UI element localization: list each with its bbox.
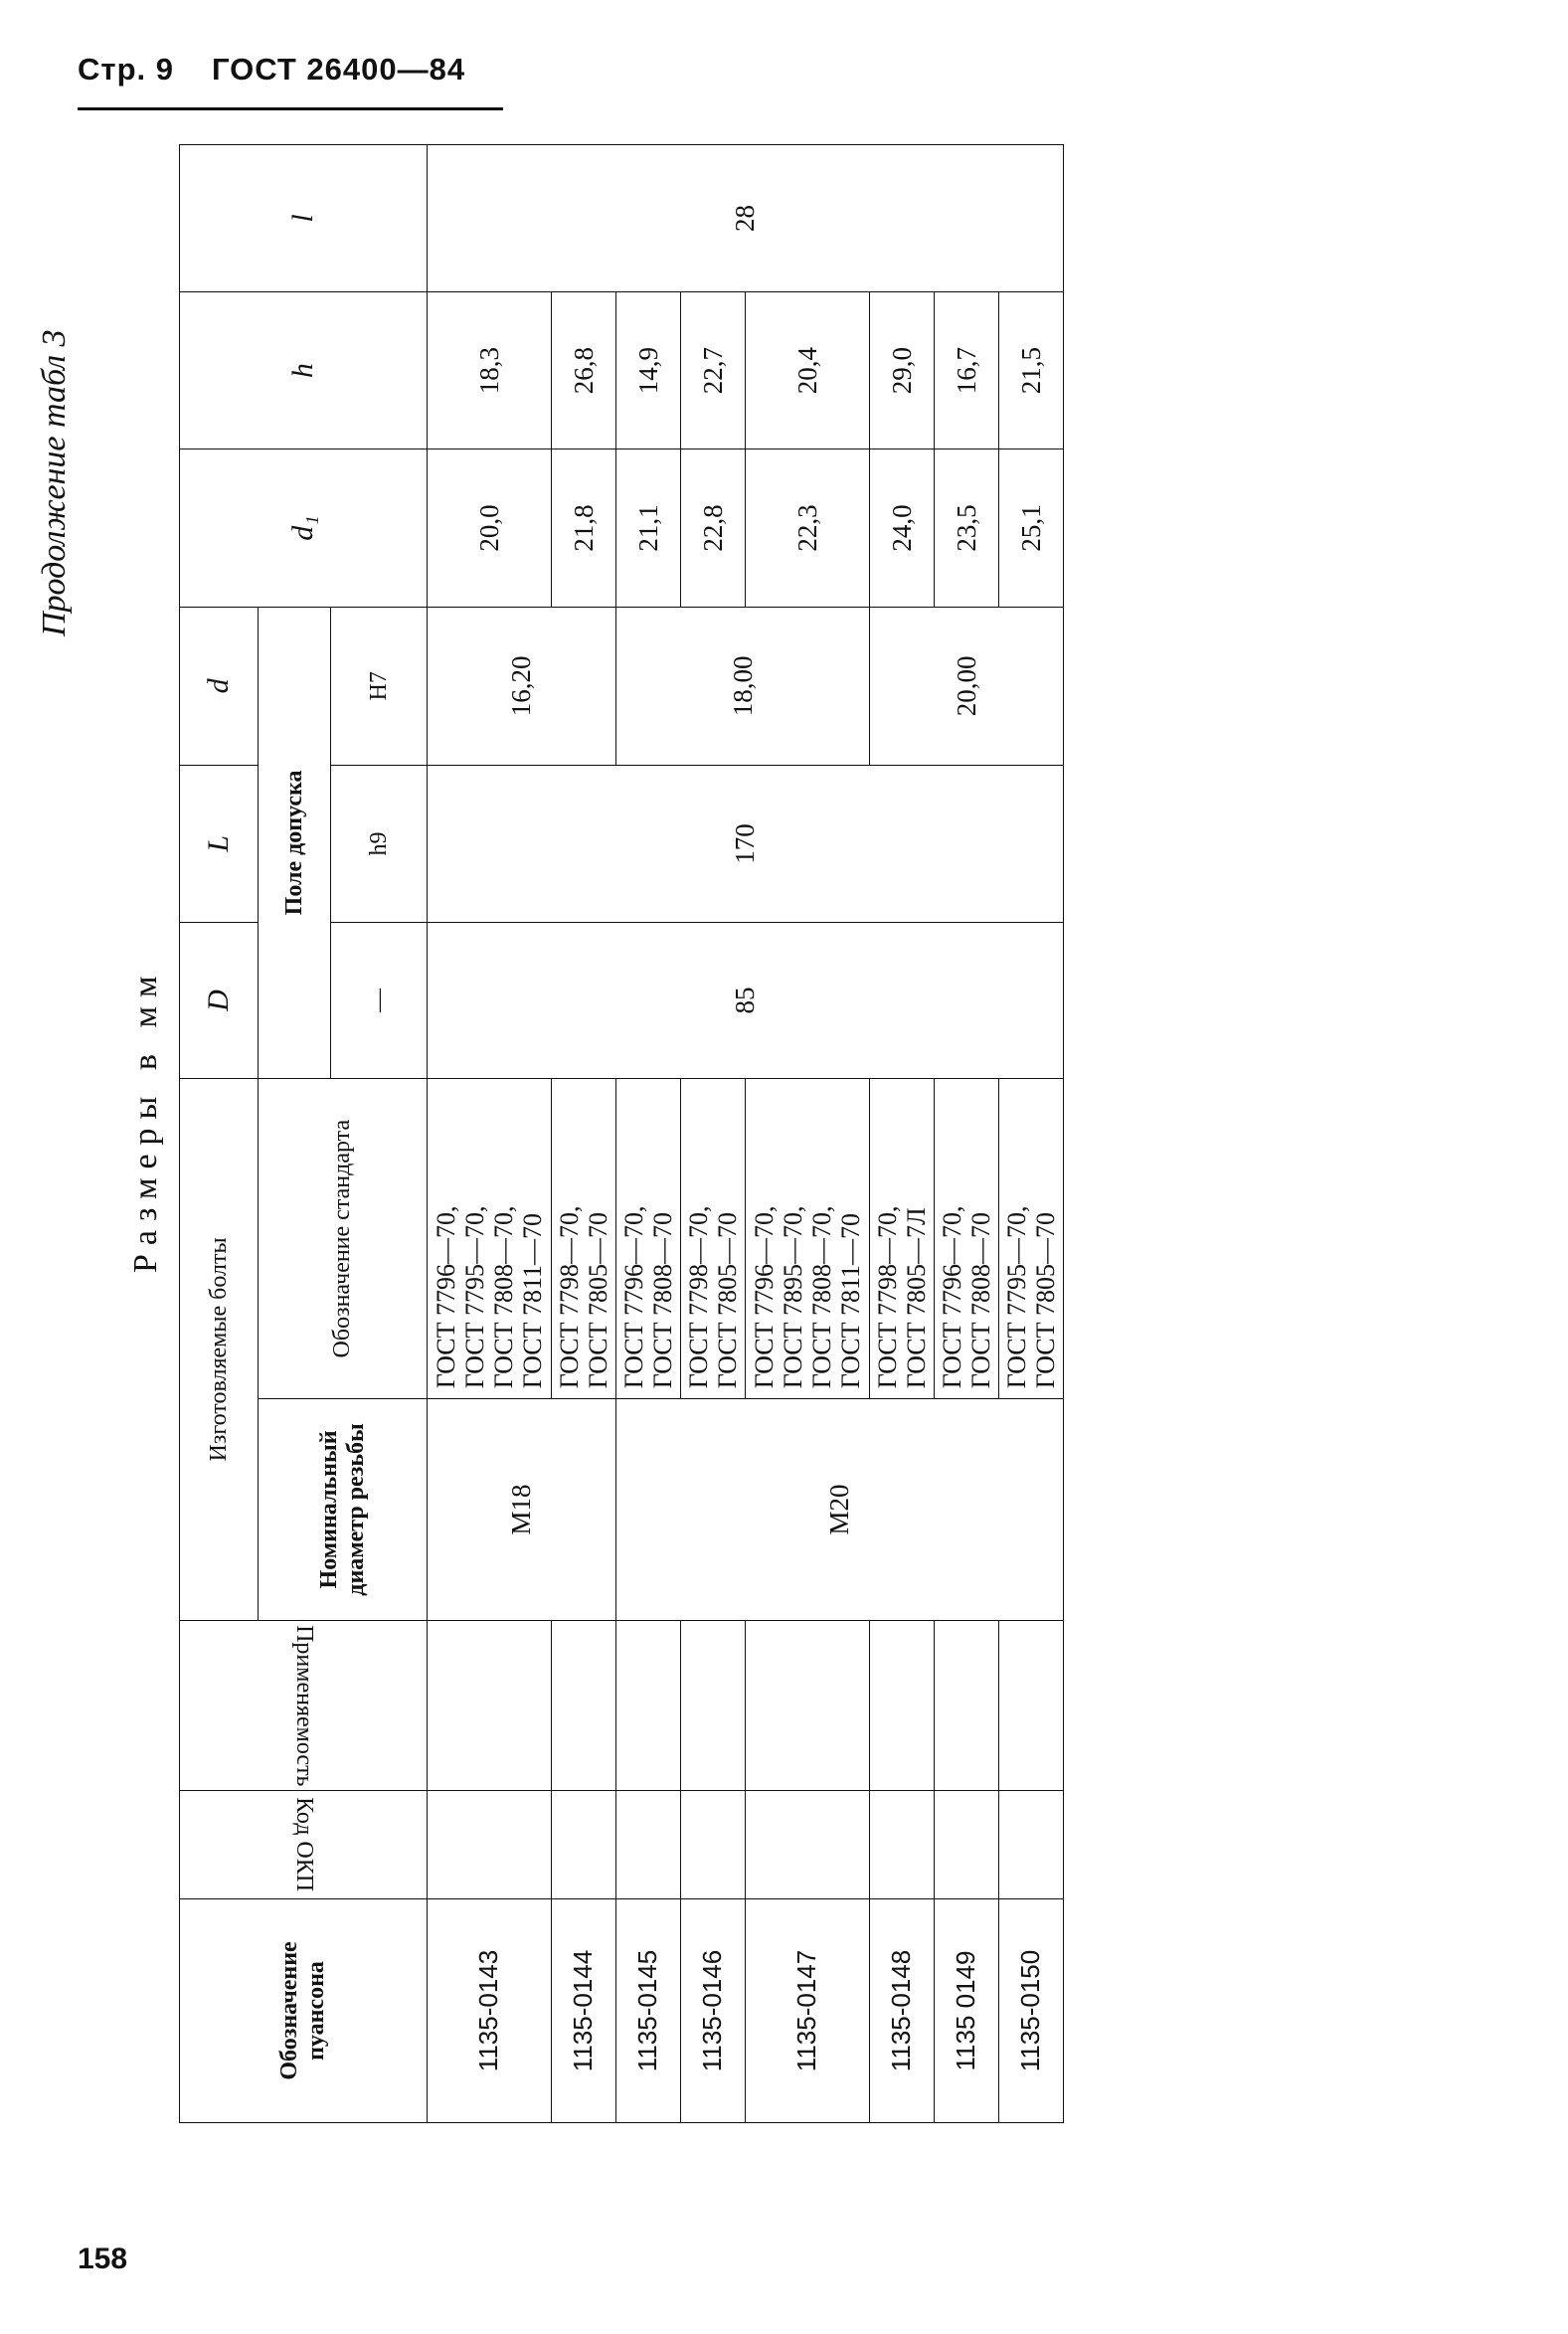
header-okp: Код ОКП bbox=[180, 1791, 428, 1899]
punch-code: 1135 0149 bbox=[935, 1898, 999, 2122]
header-h: h bbox=[180, 291, 428, 449]
standard-number: ГОСТ 26400—84 bbox=[211, 52, 466, 87]
dimensions-table bbox=[179, 144, 1064, 2123]
table-row bbox=[935, 145, 999, 2123]
header-standard: Обозначение стандарта bbox=[259, 1079, 428, 1399]
tolerance-L: h9 bbox=[331, 765, 428, 922]
standard-line: ГОСТ 7798—70, bbox=[872, 1205, 902, 1389]
h-value: 20,4 bbox=[746, 291, 870, 449]
applicability-cell bbox=[616, 1620, 681, 1790]
standard-cell bbox=[999, 1079, 1064, 1399]
h-value: 29,0 bbox=[870, 291, 935, 449]
page-label: Стр. 9 bbox=[78, 52, 174, 87]
d-value: 20,00 bbox=[870, 607, 1064, 765]
standard-cell bbox=[552, 1079, 616, 1399]
standard-line: ГОСТ 7798—70, bbox=[554, 1205, 584, 1389]
thread-cell: M20 bbox=[616, 1399, 1064, 1620]
header-d: d bbox=[180, 607, 259, 765]
okp-cell bbox=[746, 1791, 870, 1899]
L-value: 170 bbox=[428, 765, 1064, 922]
standard-line: ГОСТ 7808—70 bbox=[966, 1212, 995, 1389]
standard-cell bbox=[935, 1079, 999, 1399]
h-value: 22,7 bbox=[681, 291, 746, 449]
thread-cell: M18 bbox=[428, 1399, 616, 1620]
header-d1: d₁ bbox=[180, 449, 428, 607]
h-value: 26,8 bbox=[552, 291, 616, 449]
okp-cell bbox=[935, 1791, 999, 1899]
continuation-label: Продолжение табл 3 bbox=[36, 329, 73, 636]
page-header bbox=[78, 52, 465, 88]
d-value: 16,20 bbox=[428, 607, 616, 765]
standard-line: ГОСТ 7895—70, bbox=[778, 1205, 807, 1389]
standard-cell bbox=[746, 1079, 870, 1399]
standard-cell bbox=[681, 1079, 746, 1399]
header-tolerance: Поле допуска bbox=[259, 607, 331, 1078]
header-bolts-group: Изготовляемые болты bbox=[180, 1079, 259, 1621]
punch-code: 1135-0148 bbox=[870, 1898, 935, 2122]
standard-cell bbox=[428, 1079, 552, 1399]
punch-code: 1135-0144 bbox=[552, 1898, 616, 2122]
punch-code: 1135-0146 bbox=[681, 1898, 746, 2122]
standard-line: ГОСТ 7796—70, bbox=[618, 1205, 648, 1389]
header-punch: Обозначение пуансона bbox=[180, 1898, 428, 2122]
applicability-cell bbox=[935, 1620, 999, 1790]
header-L: L bbox=[180, 765, 259, 922]
punch-code: 1135-0145 bbox=[616, 1898, 681, 2122]
d1-value: 23,5 bbox=[935, 449, 999, 607]
okp-cell bbox=[552, 1791, 616, 1899]
units-label: Размеры в мм bbox=[127, 967, 164, 1273]
standard-line: ГОСТ 7811—70 bbox=[518, 1212, 548, 1389]
table-row bbox=[428, 145, 552, 2123]
header-l: l bbox=[180, 145, 428, 292]
punch-code: 1135-0147 bbox=[746, 1898, 870, 2122]
d-value: 18,00 bbox=[616, 607, 870, 765]
standard-line: ГОСТ 7808—70, bbox=[807, 1205, 836, 1389]
header-rule bbox=[78, 107, 503, 110]
okp-cell bbox=[616, 1791, 681, 1899]
rotated-table-area bbox=[30, 139, 1472, 2168]
standard-line: ГОСТ 7808—70 bbox=[648, 1212, 677, 1389]
d1-value: 25,1 bbox=[999, 449, 1064, 607]
punch-code: 1135-0143 bbox=[428, 1898, 552, 2122]
applicability-cell bbox=[999, 1620, 1064, 1790]
applicability-cell bbox=[870, 1620, 935, 1790]
header-thread: Номинальный диаметр резьбы bbox=[259, 1399, 428, 1620]
table-row bbox=[616, 145, 681, 2123]
tolerance-d: H7 bbox=[331, 607, 428, 765]
applicability-cell bbox=[428, 1620, 552, 1790]
table-row bbox=[681, 145, 746, 2123]
d1-value: 24,0 bbox=[870, 449, 935, 607]
standard-line: ГОСТ 7805—70 bbox=[1031, 1212, 1060, 1389]
standard-cell bbox=[870, 1079, 935, 1399]
standard-cell bbox=[616, 1079, 681, 1399]
applicability-cell bbox=[681, 1620, 746, 1790]
h-value: 21,5 bbox=[999, 291, 1064, 449]
standard-line: ГОСТ 7798—70, bbox=[683, 1205, 713, 1389]
okp-cell bbox=[870, 1791, 935, 1899]
table-row bbox=[746, 145, 870, 2123]
header-applicability: Применяемость bbox=[180, 1620, 428, 1790]
d1-value: 20,0 bbox=[428, 449, 552, 607]
d1-value: 22,8 bbox=[681, 449, 746, 607]
standard-line: ГОСТ 7795—70, bbox=[459, 1205, 489, 1389]
page-number: 158 bbox=[78, 2243, 128, 2275]
applicability-cell bbox=[746, 1620, 870, 1790]
d1-value: 21,1 bbox=[616, 449, 681, 607]
punch-code: 1135-0150 bbox=[999, 1898, 1064, 2122]
table-row bbox=[999, 145, 1064, 2123]
okp-cell bbox=[681, 1791, 746, 1899]
d1-value: 21,8 bbox=[552, 449, 616, 607]
standard-line: ГОСТ 7811—70 bbox=[836, 1212, 866, 1389]
D-value: 85 bbox=[428, 922, 1064, 1078]
standard-line: ГОСТ 7796—70, bbox=[431, 1205, 460, 1389]
h-value: 14,9 bbox=[616, 291, 681, 449]
table-row bbox=[870, 145, 935, 2123]
standard-line: ГОСТ 7808—70, bbox=[489, 1205, 518, 1389]
standard-line: ГОСТ 7805—70 bbox=[713, 1212, 742, 1389]
standard-line: ГОСТ 7805—70 bbox=[584, 1212, 612, 1389]
tolerance-D: — bbox=[331, 922, 428, 1078]
h-value: 18,3 bbox=[428, 291, 552, 449]
standard-line: ГОСТ 7796—70, bbox=[749, 1205, 779, 1389]
header-D: D bbox=[180, 922, 259, 1078]
standard-line: ГОСТ 7805—7Л bbox=[902, 1207, 931, 1389]
okp-cell bbox=[428, 1791, 552, 1899]
okp-cell bbox=[999, 1791, 1064, 1899]
table-row bbox=[552, 145, 616, 2123]
l-value: 28 bbox=[428, 145, 1064, 292]
h-value: 16,7 bbox=[935, 291, 999, 449]
standard-line: ГОСТ 7795—70, bbox=[1001, 1205, 1031, 1389]
d1-value: 22,3 bbox=[746, 449, 870, 607]
applicability-cell bbox=[552, 1620, 616, 1790]
standard-line: ГОСТ 7796—70, bbox=[937, 1205, 966, 1389]
